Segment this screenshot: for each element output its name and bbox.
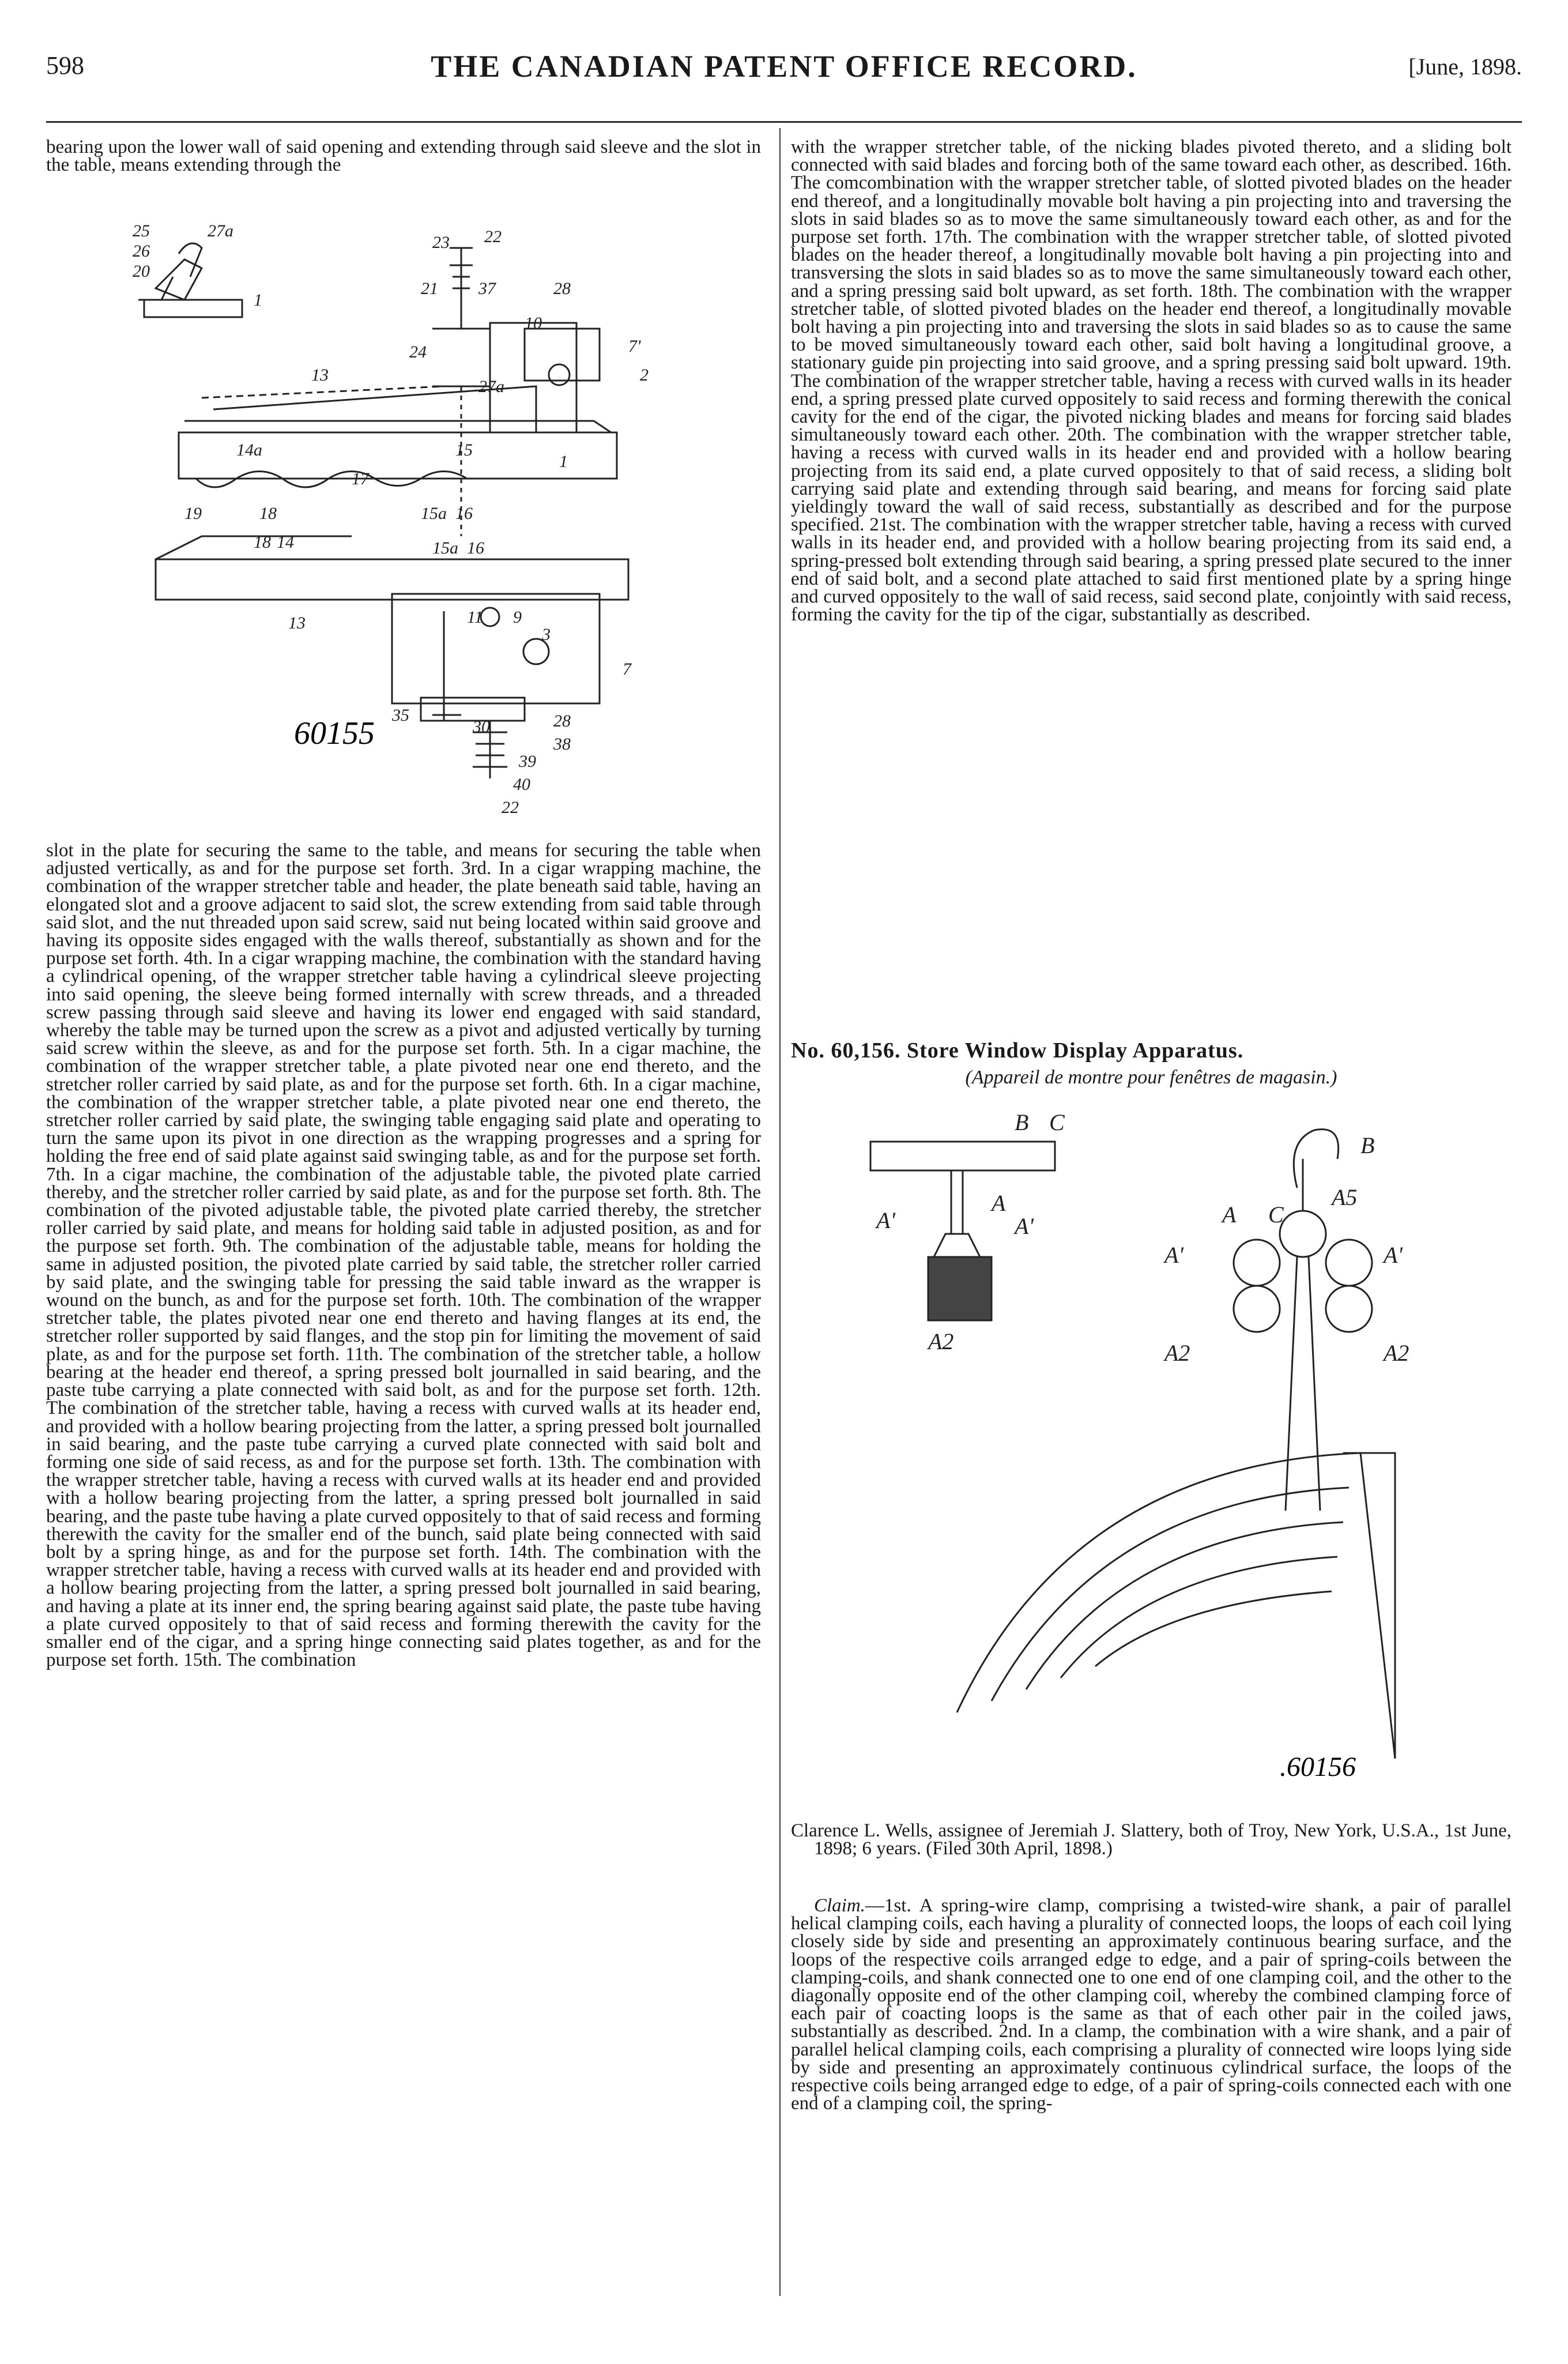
left-column-body-text-block bbox=[46, 842, 761, 2295]
figure-callout: A bbox=[992, 1190, 1006, 1216]
grantee-text: Clarence L. Wells, assignee of Jeremiah J. Slattery, both of Troy, New York, U.S.A., 1st June, 1898; 6 years. (Filed 30th April, 1898.) bbox=[791, 1822, 1512, 1859]
figure-callout: B bbox=[1015, 1109, 1029, 1135]
display-apparatus-drawing bbox=[842, 1107, 1476, 1799]
figure-callout: 15a bbox=[432, 539, 458, 558]
figure-callout: 19 bbox=[184, 504, 202, 523]
figure-callout: 35 bbox=[392, 706, 409, 725]
figure-callout: C bbox=[1049, 1109, 1065, 1135]
figure-callout: A' bbox=[876, 1207, 895, 1233]
patent-heading: No. 60,156. Store Window Display Apparatus. bbox=[791, 1038, 1244, 1063]
figure-callout: 18 bbox=[259, 504, 277, 523]
figure-callout: 28 bbox=[553, 279, 571, 298]
figure-callout: 1 bbox=[254, 291, 262, 310]
patent-number-mark: 60155 bbox=[294, 716, 375, 751]
figure-callout: 7 bbox=[623, 660, 631, 679]
figure-callout: 18 bbox=[254, 533, 271, 552]
figure-callout: A bbox=[1222, 1202, 1237, 1228]
left-column-body-text: slot in the plate for securing the same to the table, and means for securing the table when adjusted vertically, as and for the purpose set forth. 3rd. In a cigar wrapping machine, the combination of the wrapper stretcher table and header, the plate beneath said table, having an elongated slot and a groove adjacent to said slot, the screw extending from said table through said slot, and the nut threaded upon said screw, said nut being located within said groove and having its opposite sides engaged with the walls thereof, substantially as shown and for the purpose set forth. 4th. In a cigar wrapping machine, the combination with the standard having a cylindrical opening, of the wrapper stretcher table having a cylindrical sleeve projecting into said opening, the sleeve being formed internally with screw threads, and a threaded screw passing through said sleeve and having its lower end engaged with said standard, whereby the table may be turned upon the screw as a pivot and adjusted vertically by turning said screw within the sleeve, as and for the purpose set forth. 5th. In a cigar machine, the combination of the wrapper stretcher table, a plate pivoted near one end thereto, and the stretcher roller carried by said plate, as and for the purpose set forth. 6th. In a cigar machine, the combination of the wrapper stretcher table, a plate pivoted near one end thereto, the stretcher roller carried by said plate, the swinging table engaging said plate and operating to turn the same upon its pivot in one direction as the wrapping progresses and a spring for holding the free end of said plate against said swinging table, as and for the purpose set forth. 7th. In a cigar machine, the combination of the adjustable table, the pivoted plate carried thereby, and the stretcher roller carried by said plate, as and for the purpose set forth. 8th. The combination of the pivoted adjustable table, the pivoted plate carried thereby, the stretcher roller carried by said plate, and means for holding said table in adjusted position, as and for the purpose set forth. 9th. The combination of the adjustable table, means for holding the same in adjusted position, the pivoted plate carried by said table, the stretcher roller carried by said plate, and the swinging table for pressing the said table inward as the wrapper is wound on the bunch, as and for the purpose set forth. 10th. The combination of the wrapper stretcher table, the plates pivoted near one end thereto and having flanges at its end, the stretcher roller supported by said flanges, and the stop pin for limiting the movement of said plate, as and for the purpose set forth. 11th. The combination of the stretcher table, a hollow bearing at the header end thereof, a spring pressed bolt journalled in said bearing, and the paste tube carrying a plate connected with said bolt, as and for the purpose set forth. 12th. The combination of the stretcher table, having a recess with curved walls at its header end, and provided with a hollow bearing projecting from the latter, a spring pressed bolt journalled in said bearing, and the paste tube carrying a curved plate connected with said bolt and forming one side of said recess, as and for the purpose set forth. 13th. The combination with the wrapper stretcher table, having a recess with curved walls at its header end and provided with a hollow bearing projecting from the latter, a spring pressed bolt journalled in said bearing, and the paste tube having a plate curved oppositely to that of said recess and forming therewith the cavity for the smaller end of the bunch, said plate being connected with said bolt by a spring hinge, as and for the purpose set forth. 14th. The combination with the wrapper stretcher table, having a recess with curved walls at its header end and provided with a hollow bearing projecting from the latter, a spring pressed bolt journalled in said bearing, and having a plate at its inner end, the spring bearing against said plate, the paste tube having a plate curved oppositely to that of said recess and forming therewith the cavity for the smaller end of the cigar, and a spring hinge connecting said plates together, as and for the purpose set forth. 15th. The combination bbox=[46, 842, 761, 1671]
figure-callout: 15 bbox=[455, 441, 473, 460]
figure-callout: 26 bbox=[133, 242, 150, 261]
right-column-top-text-block bbox=[791, 138, 1512, 1026]
figure-callout: 21 bbox=[421, 279, 438, 298]
figure-callout: A2 bbox=[1164, 1340, 1190, 1366]
figure-callout: 28 bbox=[553, 712, 571, 731]
figure-callout: 40 bbox=[513, 775, 530, 794]
left-column-top-text-block bbox=[46, 138, 761, 179]
patent-number-mark: .60156 bbox=[1280, 1752, 1356, 1782]
journal-title: THE CANADIAN PATENT OFFICE RECORD. bbox=[431, 49, 1137, 84]
header-rule bbox=[46, 121, 1522, 123]
figure-callout: 24 bbox=[409, 342, 427, 362]
figure-callout: 22 bbox=[484, 227, 502, 246]
right-column-top-text: with the wrapper stretcher table, of the nicking blades pivoted thereto, and a sliding bolt connected with said blades and forcing both of the same toward each other, as described. 16th. The comcombination with the wrapper stretcher table, of slotted pivoted blades on the header end thereof, and a longitudinally movable bolt having a pin projecting into and traversing the slots in said blades so as to move the same simultaneously toward each other, as and for the purpose set forth. 17th. The combination with the wrapper stretcher table, of slotted pivoted blades on the header thereof, a longitudinally movable bolt having a pin projecting into and transversing the slots in said blades so as to move the same simultaneously toward each other, and a spring pressing said bolt upward, as set forth. 18th. The combination with the wrapper stretcher table, of slotted pivoted blades on the header end thereof, a longitudinally movable bolt having a pin projecting into and traversing the slots in said blades so as to cause the same to be moved simultaneously toward each other, said bolt having a longitudinal groove, a stationary guide pin projecting into said groove, and a spring pressing said bolt upward. 19th. The combination of the wrapper stretcher table, having a recess with curved walls in its header end, a spring pressed plate curved oppositely to said recess and forming therewith the conical cavity for the end of the cigar, the pivoted nicking blades and means for forcing said blades simultaneously toward each other. 20th. The combination with the wrapper stretcher table, having a recess with curved walls in its header end and provided with a hollow bearing projecting from its said end, a plate curved oppositely to that of said recess, a sliding bolt carrying said plate and extending through said bearing, and means for forcing said plate yieldingly toward the wall of said recess, substantially as described and for the purpose specified. 21st. The combination with the wrapper stretcher table, having a recess with curved walls in its header end, and provided with a hollow bearing projecting from its said end, a spring-pressed bolt extending through said bearing, a spring pressed plate secured to the inner end of said bolt, and a second plate attached to said first mentioned plate by a spring hinge and curved oppositely to the wall of said recess, said second plate, conjointly with said recess, forming the cavity for the tip of the cigar, substantially as described. bbox=[791, 138, 1512, 626]
figure-callout: 37 bbox=[478, 279, 496, 298]
issue-date: [June, 1898. bbox=[1408, 54, 1522, 80]
column-divider bbox=[779, 128, 781, 2296]
cigar-machine-figure bbox=[121, 213, 709, 830]
figure-callout: 7' bbox=[628, 337, 641, 356]
figure-callout: 2 bbox=[640, 366, 649, 385]
figure-callout: 9 bbox=[513, 608, 522, 627]
figure-callout: A2 bbox=[928, 1328, 954, 1354]
figure-callout: 16 bbox=[467, 539, 484, 558]
figure-callout: 14 bbox=[277, 533, 294, 552]
left-column-top-text: bearing upon the lower wall of said opening and extending through said sleeve and the slot in the table, means extending through the bbox=[46, 138, 761, 176]
figure-callout: 3 bbox=[542, 625, 551, 644]
figure-callout: A' bbox=[1384, 1242, 1403, 1268]
figure-callout: 16 bbox=[455, 504, 473, 523]
figure-callout: 23 bbox=[432, 233, 450, 252]
figure-callout: 1 bbox=[559, 452, 568, 471]
figure-callout: 17 bbox=[352, 469, 369, 488]
figure-callout: 13 bbox=[288, 613, 306, 633]
claim-label: Claim. bbox=[814, 1897, 865, 1916]
figure-callout: 14a bbox=[236, 441, 262, 460]
display-apparatus-figure bbox=[842, 1107, 1476, 1799]
figure-callout: 22 bbox=[502, 798, 519, 817]
figure-callout: C bbox=[1268, 1202, 1284, 1228]
figure-callout: B bbox=[1360, 1132, 1375, 1158]
figure-callout: 30 bbox=[473, 717, 490, 736]
figure-callout: 27a bbox=[208, 221, 233, 240]
figure-callout: 10 bbox=[525, 314, 542, 333]
claim-text: —1st. A spring-wire clamp, comprising a twisted-wire shank, a pair of parallel helical clamping coils, each having a plurality of connected loops, the loops of each coil lying closely side by side and presenting an approximately continuous bearing surface, and the loops of the respective coils arranged edge to edge, and a pair of spring-coils between the clamping-coils, and shank connected one to one end of one clamping coil, and the other to the diagonally opposite end of the other clamping coil, whereby the combined clamping force of each pair of coacting loops is the same as that of each other pair in the coiled jaws, substantially as described. 2nd. In a clamp, the combination with a wire shank, and a pair of parallel helical clamping coils, each comprising a plurality of connected wire loops lying side by side and presenting an approximately continuous cylindrical surface, the loops of the respective coils being arranged edge to edge, of a pair of spring-coils connected each with one end of a clamping coil, the spring- bbox=[791, 1897, 1512, 2114]
page-number: 598 bbox=[46, 51, 84, 80]
figure-callout: A2 bbox=[1384, 1340, 1409, 1366]
figure-callout: 11 bbox=[467, 608, 483, 627]
figure-callout: 20 bbox=[133, 262, 150, 281]
patent-subtitle: (Appareil de montre pour fenêtres de magasin.) bbox=[965, 1067, 1337, 1088]
figure-callout: 13 bbox=[311, 366, 329, 385]
page-header bbox=[46, 51, 1522, 85]
figure-callout: 27a bbox=[478, 377, 504, 396]
figure-callout: 39 bbox=[519, 752, 536, 771]
figure-callout: 25 bbox=[133, 221, 150, 240]
claims-text-block bbox=[791, 1897, 1512, 2295]
figure-callout: A' bbox=[1164, 1242, 1183, 1268]
figure-callout: 38 bbox=[553, 735, 571, 754]
figure-callout: A' bbox=[1015, 1213, 1034, 1239]
figure-callout: A5 bbox=[1332, 1184, 1358, 1210]
grantee-text-block bbox=[791, 1822, 1512, 1891]
cigar-machine-drawing bbox=[121, 213, 709, 830]
figure-callout: 15a bbox=[421, 504, 447, 523]
claims-text bbox=[791, 1897, 1512, 2113]
